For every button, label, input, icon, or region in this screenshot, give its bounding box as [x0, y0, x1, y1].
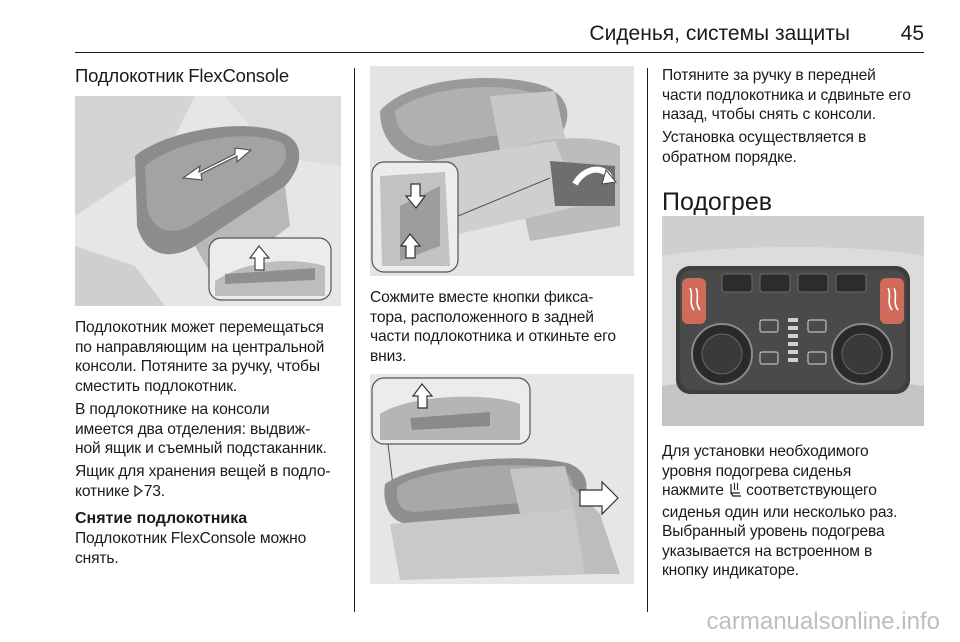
section-heading-heating: Подогрев [662, 188, 773, 216]
header-rule [75, 52, 924, 53]
watermark-text: carmanualsonline.info [706, 608, 940, 635]
paragraph-removable [75, 529, 306, 568]
text-line: сиденья один или несколько раз. [662, 503, 898, 521]
section-heading-flexconsole: Подлокотник FlexConsole [75, 65, 289, 86]
text-line: по направляющим на центральной [75, 338, 325, 356]
column-divider-1 [354, 68, 355, 612]
paragraph-pull-handle [662, 66, 911, 125]
text-line [75, 482, 330, 503]
text-line: имеется два отделения: выдвиж- [75, 420, 311, 438]
page-number: 45 [900, 22, 924, 45]
text-line [662, 481, 897, 503]
figure-armrest-latch [370, 66, 634, 276]
paragraph-compartments [75, 400, 327, 459]
text-line: кнопку индикаторе. [662, 562, 799, 579]
text-line: сместить подлокотник. [75, 377, 238, 395]
text-line: тора, расположенного в задней [370, 308, 594, 326]
text-line: вниз. [370, 347, 407, 365]
figure-armrest-slide [75, 96, 341, 306]
text-fragment: котнике [75, 482, 134, 500]
arrow-reference-icon [134, 483, 143, 503]
text-line: Ящик для хранения вещей в подло- [75, 463, 331, 480]
text-line: Для установки необходимого [662, 443, 869, 460]
figure-climate-panel [662, 216, 924, 426]
paragraph-press-latch [370, 288, 616, 366]
text-line: Подлокотник может перемещаться [75, 319, 324, 336]
text-line: уровня подогрева сиденья [662, 462, 852, 480]
figure-armrest-remove [370, 374, 634, 584]
text-line: части подлокотника и сдвиньте его [662, 86, 911, 104]
paragraph-installation [662, 128, 866, 167]
text-fragment: соответствующего [741, 482, 877, 499]
text-line: назад, чтобы снять с консоли. [662, 106, 876, 123]
text-line: части подлокотника и откиньте его [370, 328, 616, 345]
column-divider-2 [647, 68, 648, 612]
paragraph-seat-heating [662, 442, 897, 581]
text-line: ной ящик и съемный подстаканник. [75, 440, 327, 457]
text-fragment: нажмите [662, 482, 728, 499]
text-line: консоли. Потяните за ручку, чтобы [75, 358, 320, 375]
text-line: Выбранный уровень подогрева [662, 523, 885, 540]
paragraph-storage-reference [75, 462, 330, 502]
subheading-removal: Снятие подлокотника [75, 510, 248, 527]
seat-heat-icon [728, 482, 742, 503]
page-header [0, 22, 960, 52]
text-line: Подлокотник FlexConsole можно [75, 530, 307, 547]
text-line: Установка осуществляется в [662, 129, 867, 146]
page-reference-link[interactable]: 73. [143, 482, 165, 500]
text-line: В подлокотнике на консоли [75, 401, 270, 418]
text-line: Потяните за ручку в передней [662, 67, 876, 84]
text-line: снять. [75, 549, 119, 567]
paragraph-armrest-moves [75, 318, 324, 396]
text-line: Сожмите вместе кнопки фикса- [370, 289, 594, 306]
text-line: указывается на встроенном в [662, 542, 873, 560]
text-line: обратном порядке. [662, 148, 797, 166]
section-title: Сиденья, системы защиты [589, 22, 850, 45]
